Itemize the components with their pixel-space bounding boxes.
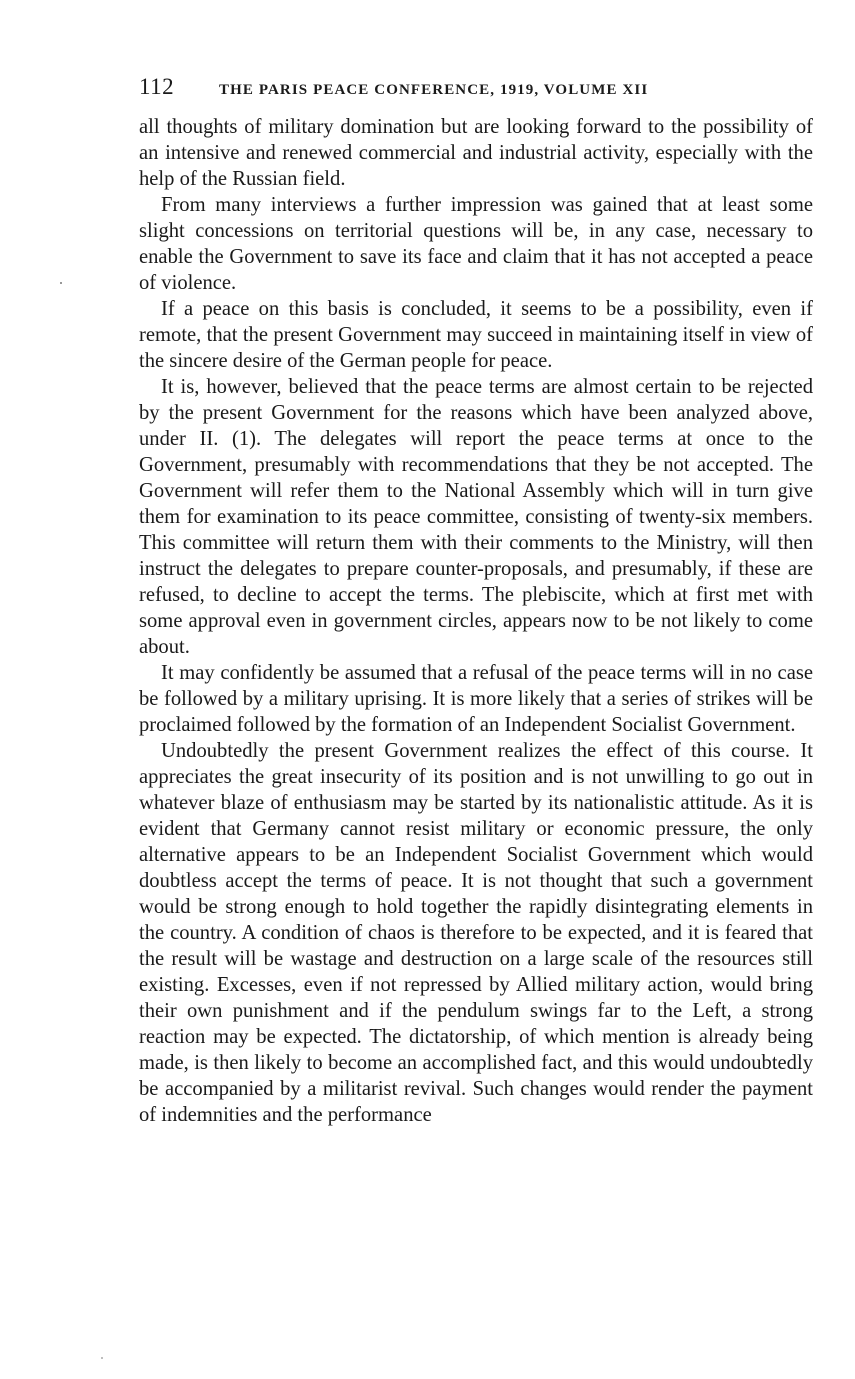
paragraph-refusal: It may confidently be assumed that a refusal of the peace terms will in no case be followed by a military uprising. It is more likely that a series of strikes will be proclaimed followed by the formation of an Independent Socialist Government. [139,662,813,736]
page-number: 112 [139,74,175,99]
paragraph-continued: all thoughts of military domination but are looking forward to the possibility of an intensive and renewed commercial and industrial activity, especially with the help of the Russian field. [139,116,813,190]
paragraph-concessions: From many interviews a further impression was gained that at least some slight concessions on territorial questions will be, in any case, necessary to enable the Government to save its face and claim that it has not accepted a peace of violence. [139,194,813,294]
scan-speck-bottom [101,1357,103,1359]
paragraph-peace-basis: If a peace on this basis is concluded, it seems to be a possibility, even if remote, that the present Government may succeed in maintaining itself in view of the sincere desire of the German people for peace. [139,298,813,372]
running-title: THE PARIS PEACE CONFERENCE, 1919, VOLUME XII [219,82,649,98]
paragraph-rejection: It is, however, believed that the peace terms are almost certain to be rejected by the present Government for the reasons which have been analyzed above, under II. (1). The delegates will report the peace terms at once to the Government, presumably with recommendations that they be not accepted. The Government will refer them to the National Assembly which will in turn give them for examination to its peace committee, consisting of twenty-six members. This committee will return them with their comments to the Ministry, will then instruct the delegates to prepare counter-proposals, and presumably, if these are refused, to decline to accept the terms. The plebiscite, which at first met with some approval even in government circles, appears now to be not likely to come about. [139,376,813,658]
scan-speck-left [60,282,62,284]
running-header [139,74,813,108]
document-page [139,74,813,1128]
paragraph-consequences: Undoubtedly the present Government realizes the effect of this course. It appreciates the great insecurity of its position and is not unwilling to go out in whatever blaze of enthusiasm may be started by its nationalistic attitude. As it is evident that Germany cannot resist military or economic pressure, the only alternative appears to be an Independent Socialist Government which would doubtless accept the terms of peace. It is not thought that such a government would be strong enough to hold together the rapidly disintegrating elements in the country. A condition of chaos is therefore to be expected, and it is feared that the result will be wastage and destruction on a large scale of the resources still existing. Excesses, even if not repressed by Allied military action, would bring their own punishment and if the pendulum swings far to the Left, a strong reaction may be expected. The dictatorship, of which mention is already being made, is then likely to become an accomplished fact, and this would undoubtedly be accompanied by a militarist revival. Such changes would render the payment of indemnities and the performance [139,740,813,1126]
body-text [139,114,813,1128]
